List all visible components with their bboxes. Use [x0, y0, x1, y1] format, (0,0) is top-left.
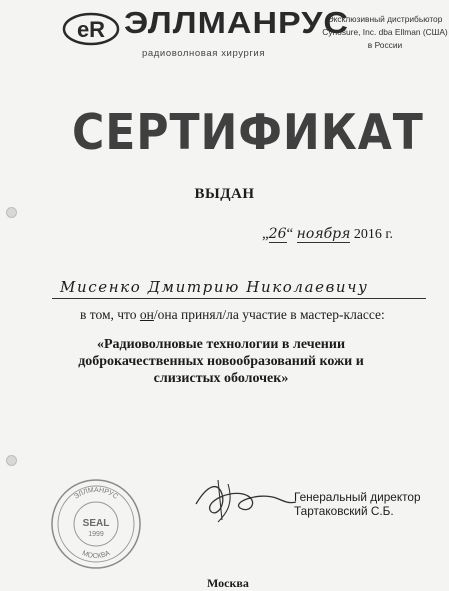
punch-hole — [6, 207, 17, 218]
distributor-line: в России — [367, 40, 403, 50]
signatory-block — [294, 490, 421, 518]
course-line: слизистых оболочек» — [153, 371, 289, 386]
svg-text:МОСКВА — [81, 550, 111, 560]
course-line: «Радиоволновые технологии в лечении — [96, 337, 346, 352]
brand-subtitle: радиоволновая хирургия — [142, 48, 266, 59]
date-day: 26 — [268, 226, 287, 242]
date-year: 2016 г. — [353, 227, 394, 242]
participation-post: /она принял/ла участие в мастер-классе: — [153, 307, 385, 322]
distributor-line: Cynosure, Inc. dba Ellman (США) — [322, 27, 448, 37]
distributor-info — [322, 13, 448, 52]
brand-name: ЭЛЛМАНРУС — [124, 6, 349, 41]
certificate-title: СЕРТИФИКАТ — [72, 104, 424, 161]
date-month: ноября — [296, 226, 351, 242]
participation-pre: в том, что — [80, 307, 140, 322]
course-title — [66, 336, 376, 387]
seal-year: 1999 — [88, 531, 104, 538]
seal-bottom-text: МОСКВА — [80, 549, 112, 561]
distributor-line: Эксклюзивный дистрибьютор — [327, 14, 443, 24]
participation-gender: он — [139, 307, 154, 322]
er-logo-icon — [62, 12, 120, 46]
issue-date: „26“ ноября 2016 г. — [262, 226, 394, 242]
recipient-name: Мисенко Дмитрию Николаевичу — [52, 278, 426, 299]
seal-top-text: ЭЛЛМАНРУС — [72, 486, 120, 501]
svg-text:eR: eR — [76, 17, 106, 42]
issued-label: ВЫДАН — [194, 186, 255, 202]
punch-hole — [6, 455, 17, 466]
city-label: Москва — [207, 576, 249, 590]
company-seal-stamp — [50, 478, 142, 570]
signatory-name: Тартаковский С.Б. — [294, 504, 394, 518]
course-line: доброкачественных новообразований кожи и — [78, 354, 364, 369]
director-signature — [188, 474, 300, 528]
participation-statement — [80, 307, 385, 323]
seal-center-text: SEAL — [82, 518, 110, 529]
svg-text:ЭЛЛМАНРУС — [73, 487, 119, 501]
signatory-title: Генеральный директор — [294, 490, 421, 504]
